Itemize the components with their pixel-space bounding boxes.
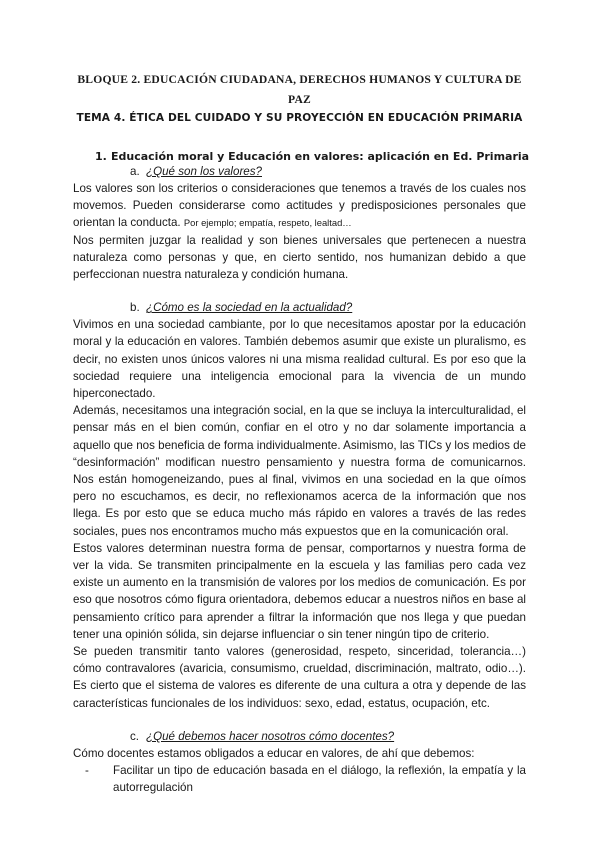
subheading-c-question: ¿Qué debemos hacer nosotros cómo docentes?	[146, 729, 395, 743]
block-title: BLOQUE 2. EDUCACIÓN CIUDADANA, DERECHOS HUMANOS Y CULTURA DE PAZ	[77, 73, 522, 106]
subheading-b-question: ¿Cómo es la sociedad en la actualidad?	[146, 301, 353, 315]
paragraph-a1-text: Los valores son los criterios o consideraciones que tenemos a través de los cuales nos movemos. Pueden considerarse como actitudes y predisposiciones personales que orientan la conducta.	[73, 182, 526, 230]
theme-title: TEMA 4. ÉTICA DEL CUIDADO Y SU PROYECCIÓN EN EDUCACIÓN PRIMARIA	[76, 112, 523, 124]
subheading-c-letter: c.	[130, 729, 140, 743]
list-item-dash: -	[85, 764, 89, 778]
paragraph-a2: Nos permiten juzgar la realidad y son bienes universales que pertenecen a nuestra naturaleza como personas y que, en cierto sentido, nos humanizan debido a que perfeccionan nuestra naturaleza y condición humana.	[73, 233, 526, 282]
paragraph-b3: Estos valores determinan nuestra forma de pensar, comportarnos y nuestra forma de ver la vida. Se transmiten principalmente en la escuela y las familias pero cada vez existe un aumento en la transmisión de valores por los medios de comunicación. Es por eso que nosotros cómo figura orientadora, debemos educar a nuestros niños en base al pensamiento crítico para aprender a filtrar la información que nos llega y que puedan tener una opinión sólida, sin dejarse influenciar o sin tener ningún tipo de criterio.	[73, 541, 526, 641]
list-item	[85, 762, 526, 796]
section-1-number: 1.	[95, 150, 107, 163]
section-1-heading	[95, 149, 530, 164]
subheading-a	[130, 164, 526, 180]
paragraph-b1: Vivimos en una sociedad cambiante, por lo que necesitamos apostar por la educación moral y la educación en valores. También debemos asumir que existe un pluralismo, es decir, no existen unos únicos valores ni una misma realidad cultural. Es por eso que la sociedad requiere una inteligencia emocional para la vivencia de un mundo hiperconectado.	[73, 318, 526, 401]
list-item-text: Facilitar un tipo de educación basada en el diálogo, la reflexión, la empatía y la autorregulación	[113, 764, 526, 795]
paragraph-a1-example: Por ejemplo; empatía, respeto, lealtad…	[183, 217, 352, 229]
subheading-b	[130, 300, 526, 316]
paragraph-b2: Además, necesitamos una integración social, en la que se incluya la interculturalidad, el pensar más en el bien común, confiar en el otro y no dar solamente importancia a aquello que nos beneficia de forma individualmente. Asimismo, las TICs y los medios de “desinformación” modifican nuestro pensamiento y nuestra forma de comunicarnos. Nos están homogeneizando, pues al final, vivimos en una sociedad en la que oímos pero no escuchamos, es decir, no reflexionamos acerca de la información que nos llega. Es por esto que se educa mucho más rápido en valores a través de las redes sociales, pues nos encontramos mucho más expuestos que en la comunicación oral.	[73, 404, 526, 538]
subheading-b-letter: b.	[130, 301, 140, 315]
paragraph-c1: Cómo docentes estamos obligados a educar en valores, de ahí que debemos:	[73, 746, 475, 760]
paragraph-a1	[73, 180, 526, 232]
subheading-a-question: ¿Qué son los valores?	[146, 165, 262, 178]
section-1-title: Educación moral y Educación en valores: aplicación en Ed. Primaria	[111, 150, 530, 163]
subheading-c	[130, 729, 526, 745]
paragraph-b4: Se pueden transmitir tanto valores (generosidad, respeto, sinceridad, tolerancia…) cómo contravalores (avaricia, consumismo, crueldad, discriminación, maltrato, odio…). Es cierto que el sistema de valores es diferente de una cultura a otra y depende de las características funcionales de los individuos: sexo, edad, estatus, ocupación, etc.	[73, 645, 526, 710]
subheading-a-letter: a.	[130, 165, 140, 178]
